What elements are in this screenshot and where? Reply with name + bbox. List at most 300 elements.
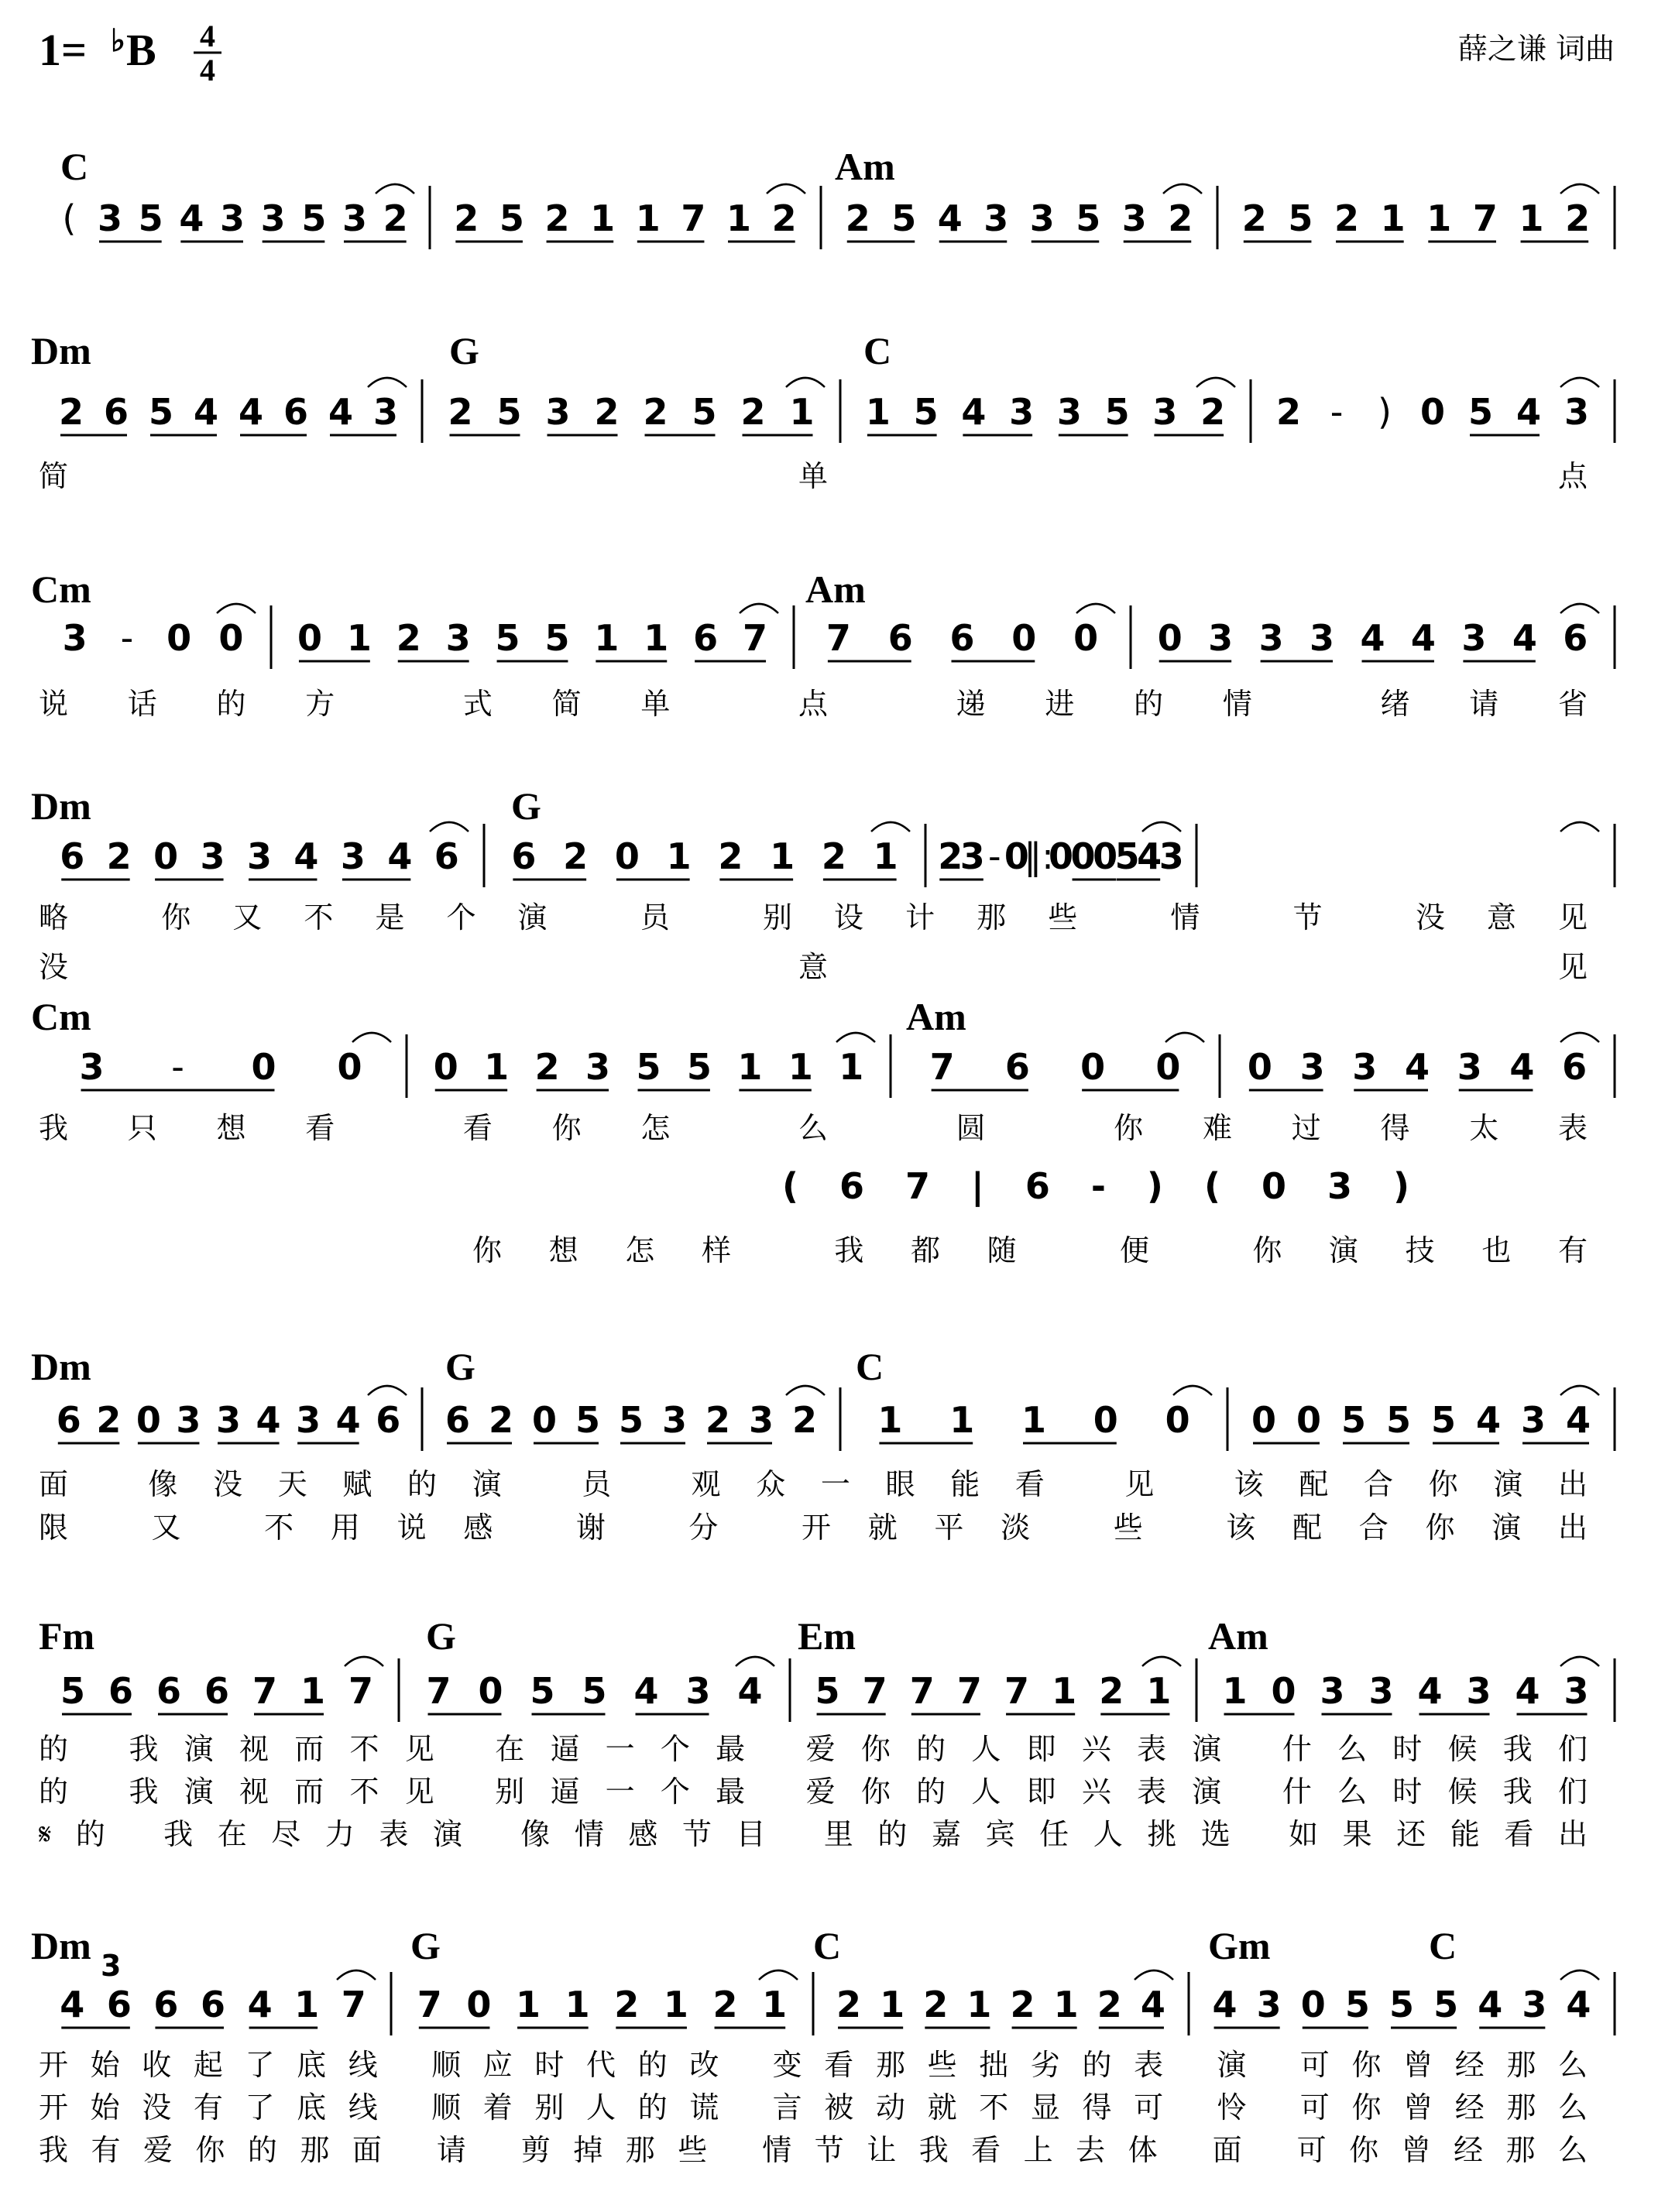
note: 3 (1299, 1046, 1325, 1088)
tie-arc (368, 378, 407, 387)
note: 5 (1433, 1984, 1459, 2025)
note: 6 (60, 835, 85, 877)
note: 3 (1310, 617, 1335, 659)
note: 0 (1093, 1399, 1118, 1441)
note: 1 (789, 391, 815, 433)
lyric-line: 没意见 (39, 950, 1588, 984)
note: 0 (337, 1046, 362, 1088)
note: 5 (913, 391, 939, 433)
note: 0 (1093, 835, 1118, 877)
note: 4 (387, 835, 413, 877)
note: 1 (873, 835, 898, 877)
note: 4 (335, 1399, 361, 1441)
note: 7 (252, 1670, 278, 1712)
note: 3 (445, 617, 471, 659)
lyric-line: 说话的方 式简单 点 递进的情 绪请省 (39, 687, 1588, 721)
note: 1 (590, 197, 616, 239)
time-signature-bottom: 4 (200, 53, 215, 87)
tie-arc (368, 1386, 407, 1395)
note: 0 (1251, 1399, 1277, 1441)
note: 5 (686, 1046, 712, 1088)
note: 7 (348, 1670, 374, 1712)
note: 3 (372, 391, 399, 433)
note: 1 (565, 1984, 590, 2025)
chord-symbol: G (511, 784, 541, 828)
note: 4 (1404, 1046, 1430, 1088)
note: 3 (1208, 617, 1234, 659)
chord-symbol: Am (906, 995, 966, 1038)
tie-arc (1196, 378, 1235, 387)
notation-symbol: ‖: (1024, 835, 1054, 877)
tie-arc (786, 378, 825, 387)
chord-symbol: Dm (31, 784, 91, 828)
note: 5 (530, 1670, 555, 1712)
note: 6 (887, 617, 913, 659)
note: 2 (1334, 197, 1360, 239)
chord-symbol: Am (1208, 1614, 1268, 1658)
note: 0 (1073, 617, 1099, 659)
note: 5 (1467, 391, 1494, 433)
note: 0 (1157, 617, 1183, 659)
note: 3 (1056, 391, 1082, 433)
note: 1 (1053, 1984, 1079, 2025)
note: 2 (1099, 1670, 1124, 1712)
note: 1 (726, 197, 752, 239)
lyric-line: 略 你又不是个演 员 别设计那些 情 节 没意见 (39, 900, 1588, 935)
lyric-line: 我只想看 看你怎 么 圆 你难过得太表 (39, 1111, 1588, 1145)
note: 5 (1344, 1984, 1370, 2025)
note: 5 (1340, 1399, 1367, 1441)
note: 3 (959, 835, 985, 877)
note: 1 (1426, 197, 1452, 239)
chord-symbol: G (449, 329, 479, 372)
note: 1 (644, 617, 669, 659)
lyric-line: 面 像没天赋的演 员 观众一眼能看 见 该配合你演出 (39, 1467, 1588, 1501)
note: 0 (1155, 1046, 1181, 1088)
note: 5 (1389, 1984, 1415, 2025)
note: 5 (1288, 197, 1313, 239)
note: 5 (301, 197, 327, 239)
note: 5 (1114, 835, 1140, 877)
note: 5 (1104, 391, 1130, 433)
note: 1 (865, 391, 891, 433)
note: 2 (1200, 391, 1226, 433)
note: 0 (1247, 1046, 1272, 1088)
note: 6 (283, 391, 309, 433)
note: 4 (238, 391, 264, 433)
note: 3 (1152, 391, 1178, 433)
note: 1 (1146, 1670, 1172, 1712)
key-prefix: 1= (39, 25, 88, 75)
note: 3 (585, 1046, 611, 1088)
note: 7 (743, 617, 768, 659)
note: 0 (1080, 1046, 1106, 1088)
note: 5 (499, 197, 524, 239)
chord-symbol: C (60, 145, 89, 188)
note: 3 (79, 1046, 105, 1088)
note: 2 (96, 1399, 122, 1441)
note: 2 (923, 1984, 949, 2025)
note: 7 (956, 1670, 982, 1712)
note: 4 (60, 1984, 85, 2025)
tie-arc (1560, 1386, 1599, 1395)
note: 4 (1360, 617, 1385, 659)
tie-arc (217, 604, 256, 613)
notation-symbol: ) (1378, 391, 1392, 433)
note: 5 (636, 1046, 661, 1088)
note: 1 (949, 1399, 975, 1441)
tie-arc (376, 184, 414, 194)
note: 6 (200, 1984, 226, 2025)
note: 2 (1097, 1984, 1122, 2025)
note: 6 (693, 617, 719, 659)
note: 0 (433, 1046, 458, 1088)
note: 2 (705, 1399, 731, 1441)
tie-arc (786, 1386, 825, 1395)
note: 3 (1029, 197, 1055, 239)
note: 4 (1516, 391, 1542, 433)
chord-symbol: Am (835, 145, 895, 188)
lyric-line: 开始收起了底线 顺应时代的改 变看那些拙劣的表 演 可你曾经那么 (39, 2048, 1588, 2082)
tie-arc (1163, 184, 1202, 194)
note: 3 (342, 197, 368, 239)
note: 2 (534, 1046, 560, 1088)
note: 4 (633, 1670, 659, 1712)
note: 5 (815, 1670, 840, 1712)
note: 0 (166, 617, 192, 659)
chord-symbol: G (426, 1614, 456, 1658)
note: 0 (614, 835, 640, 877)
note: 4 (328, 391, 354, 433)
tie-arc (1560, 184, 1599, 194)
note: 6 (1563, 617, 1588, 659)
note: 3 (176, 1399, 201, 1441)
note: 2 (712, 1984, 738, 2025)
note: 4 (737, 1670, 763, 1712)
note: 1 (762, 1984, 788, 2025)
note: 0 (1271, 1670, 1296, 1712)
chord-symbol: G (410, 1924, 441, 1967)
note: 0 (531, 1399, 558, 1441)
note: 1 (966, 1984, 992, 2025)
tie-arc (836, 1033, 875, 1042)
tie-arc (871, 822, 910, 832)
note: 3 (1564, 1670, 1589, 1712)
note: 3 (1564, 391, 1590, 433)
note: 6 (156, 1670, 182, 1712)
note: 3 (1258, 617, 1284, 659)
note: 4 (193, 391, 219, 433)
note: 6 (445, 1399, 471, 1441)
note: 5 (60, 1670, 86, 1712)
note: 6 (1562, 1046, 1588, 1088)
note: 1 (839, 1046, 864, 1088)
notation-symbol: - (120, 617, 134, 659)
note: 3 (340, 835, 366, 877)
note: 5 (544, 617, 570, 659)
note: 2 (771, 197, 797, 239)
note: 4 (1410, 617, 1436, 659)
note: 1 (635, 197, 661, 239)
note: 4 (1565, 1399, 1591, 1441)
note: 3 (1159, 835, 1184, 877)
note: 2 (718, 835, 743, 877)
note: 6 (108, 1670, 134, 1712)
note: 3 (1009, 391, 1035, 433)
note: 3 (1320, 1670, 1345, 1712)
note: 6 (204, 1670, 230, 1712)
note: 5 (138, 197, 163, 239)
lyric-line: 开始没有了底线 顺着别人的谎 言被动就不显得可 怜 可你曾经那么 (39, 2090, 1588, 2125)
chord-symbol: Gm (1208, 1924, 1271, 1967)
credit-text: 薛之谦 词曲 (1457, 32, 1615, 66)
note: 1 (1052, 1670, 1077, 1712)
note: 2 (383, 197, 408, 239)
note: 2 (106, 835, 132, 877)
note: 2 (544, 197, 570, 239)
note: 2 (396, 617, 421, 659)
tie-arc (1142, 1657, 1181, 1666)
note: 3 (1368, 1670, 1394, 1712)
chord-symbol: Am (805, 568, 866, 611)
note: 6 (511, 835, 537, 877)
tie-arc (736, 1657, 774, 1666)
note: 3 (1256, 1984, 1282, 2025)
chord-symbol: Dm (31, 329, 91, 372)
tie-arc (1560, 378, 1599, 387)
tie-arc (1173, 1386, 1212, 1395)
note: 3 (1461, 617, 1487, 659)
note: 5 (582, 1670, 607, 1712)
note: 7 (341, 1984, 366, 2025)
note: 3 (1121, 197, 1147, 239)
note: 2 (1565, 197, 1591, 239)
tie-arc (1560, 1657, 1599, 1666)
note: 0 (466, 1984, 492, 2025)
note: 2 (836, 1984, 862, 2025)
note: 4 (1417, 1670, 1443, 1712)
note: 3 (545, 391, 571, 433)
note: 7 (417, 1984, 442, 2025)
note: 4 (1515, 1670, 1540, 1712)
note: 6 (949, 617, 975, 659)
note: 1 (666, 835, 692, 877)
tie-arc (430, 822, 469, 832)
tie-arc (1135, 1970, 1173, 1980)
note: 4 (937, 197, 963, 239)
tie-arc (1560, 1970, 1599, 1980)
note: 4 (256, 1399, 281, 1441)
note: 2 (1168, 197, 1193, 239)
note: 1 (788, 1046, 813, 1088)
note: 1 (1222, 1670, 1248, 1712)
alternate-lyric-line: 你想怎样 我都随 便 你演技也有 (472, 1233, 1588, 1267)
chord-symbol: Cm (31, 995, 91, 1038)
note: 0 (1048, 835, 1074, 877)
note: 1 (880, 1984, 905, 2025)
lyric-line: 𝄋的 我在尽力表演 像情感节目 里的嘉宾任人挑选 如果还能看出 (39, 1817, 1588, 1851)
note: 4 (1566, 1984, 1591, 2025)
tie-arc (1165, 1033, 1204, 1042)
note: 4 (247, 1984, 273, 2025)
note: 0 (1165, 1399, 1190, 1441)
note: 1 (346, 617, 372, 659)
note: 3 (97, 197, 123, 239)
note: 4 (1140, 1984, 1165, 2025)
notation-symbol: - (171, 1046, 184, 1088)
note: 2 (845, 197, 870, 239)
note: 4 (1137, 835, 1162, 877)
note: 5 (692, 391, 717, 433)
note: 4 (1478, 1984, 1503, 2025)
tie-arc (345, 1657, 383, 1666)
note: 3 (661, 1399, 688, 1441)
note: 0 (251, 1046, 276, 1088)
note: 3 (296, 1399, 321, 1441)
note: 0 (136, 1399, 161, 1441)
note: 4 (293, 835, 319, 877)
chord-symbol: Fm (39, 1614, 95, 1658)
note: 1 (516, 1984, 541, 2025)
chord-symbol: C (856, 1345, 884, 1388)
note: 4 (1512, 617, 1537, 659)
tie-arc (1560, 822, 1599, 832)
note: 2 (938, 835, 963, 877)
note: 1 (300, 1670, 326, 1712)
note: 0 (1004, 835, 1029, 877)
note: 6 (434, 835, 459, 877)
chord-symbol: C (813, 1924, 842, 1967)
note: 2 (1010, 1984, 1035, 2025)
note: 7 (929, 1046, 955, 1088)
chord-symbol: Dm (31, 1924, 91, 1967)
note: 6 (56, 1399, 81, 1441)
note: 5 (1076, 197, 1101, 239)
note: 2 (614, 1984, 640, 2025)
chord-symbol: Cm (31, 568, 91, 611)
note: 0 (153, 835, 179, 877)
note: 2 (594, 391, 620, 433)
tie-arc (1142, 822, 1181, 832)
note: 3 (219, 197, 245, 239)
tie-arc (767, 184, 805, 194)
chord-symbol: C (863, 329, 892, 372)
key-letter: B (126, 25, 156, 75)
note: 2 (448, 391, 473, 433)
note: 1 (1519, 197, 1544, 239)
time-signature-top: 4 (200, 19, 215, 53)
tie-arc (740, 604, 778, 613)
lyric-line: 限 又 不用说感 谢 分 开就平淡 些 该配合你演出 (39, 1511, 1588, 1545)
tie-arc (1560, 1033, 1599, 1042)
note: 0 (218, 617, 244, 659)
note: 3 (215, 1399, 242, 1441)
chord-symbol: Em (798, 1614, 856, 1658)
note: 5 (496, 391, 522, 433)
note: 2 (821, 835, 846, 877)
chord-symbol: G (445, 1345, 475, 1388)
note: 3 (246, 835, 273, 877)
note: 3 (62, 617, 88, 659)
note: 7 (1472, 197, 1498, 239)
note: 0 (1300, 1984, 1326, 2025)
note: 3 (260, 197, 286, 239)
note: 1 (663, 1984, 688, 2025)
note: 2 (488, 1399, 514, 1441)
note: 0 (1011, 617, 1037, 659)
note: 7 (862, 1670, 887, 1712)
note: 6 (153, 1984, 179, 2025)
notation-symbol: - (1330, 391, 1344, 433)
note: 6 (106, 1984, 132, 2025)
note: 1 (594, 617, 620, 659)
chord-symbol: Dm (31, 1345, 91, 1388)
note: 3 (1522, 1984, 1547, 2025)
note: 3 (1466, 1670, 1492, 1712)
notation-symbol: ( (62, 197, 77, 239)
alternate-notes: ( 6 7 | 6 - ) ( 0 3 ) (782, 1165, 1409, 1207)
note: 2 (454, 197, 479, 239)
note: 5 (1430, 1399, 1457, 1441)
note: 3 (983, 197, 1009, 239)
note: 2 (58, 391, 84, 433)
note: 2 (563, 835, 589, 877)
note: 1 (294, 1984, 320, 2025)
tie-arc (759, 1970, 798, 1980)
note: 5 (891, 197, 917, 239)
note: 2 (643, 391, 668, 433)
note: 3 (748, 1399, 774, 1441)
note: 7 (1004, 1670, 1030, 1712)
note: 1 (484, 1046, 510, 1088)
note: 7 (681, 197, 706, 239)
note: 2 (1275, 391, 1302, 433)
note: 6 (376, 1399, 401, 1441)
note: 2 (791, 1399, 818, 1441)
chord-symbol: C (1429, 1924, 1457, 1967)
note: 1 (877, 1399, 903, 1441)
tie-arc (1560, 604, 1599, 613)
note: 3 (200, 835, 225, 877)
note: 4 (179, 197, 204, 239)
key-flat: ♭ (111, 23, 125, 58)
note: 6 (103, 391, 129, 433)
note: 0 (478, 1670, 503, 1712)
tie-arc (337, 1970, 376, 1980)
lyric-line: 的 我演视而不见 别逼一个最 爱你的人即兴表演 什么时候我们 (39, 1775, 1588, 1809)
note: 7 (426, 1670, 451, 1712)
note: 1 (1021, 1399, 1047, 1441)
note: 3 (1352, 1046, 1378, 1088)
tie-arc (352, 1033, 391, 1042)
note: 5 (495, 617, 520, 659)
note: 5 (148, 391, 174, 433)
note: 5 (1385, 1399, 1412, 1441)
tie-arc (1076, 604, 1115, 613)
note: 1 (737, 1046, 763, 1088)
note: 2 (740, 391, 766, 433)
note: 7 (909, 1670, 935, 1712)
note: 0 (1070, 835, 1096, 877)
note: 4 (1475, 1399, 1502, 1441)
note: 3 (1520, 1399, 1546, 1441)
lyric-line: 简单点 (39, 459, 1588, 493)
notation-symbol: - (988, 835, 1001, 877)
note: 1 (1380, 197, 1406, 239)
note: 0 (1419, 391, 1446, 433)
lyric-line: 的 我演视而不见 在逼一个最 爱你的人即兴表演 什么时候我们 (39, 1732, 1588, 1766)
triplet-mark: 3 (101, 1949, 122, 1983)
